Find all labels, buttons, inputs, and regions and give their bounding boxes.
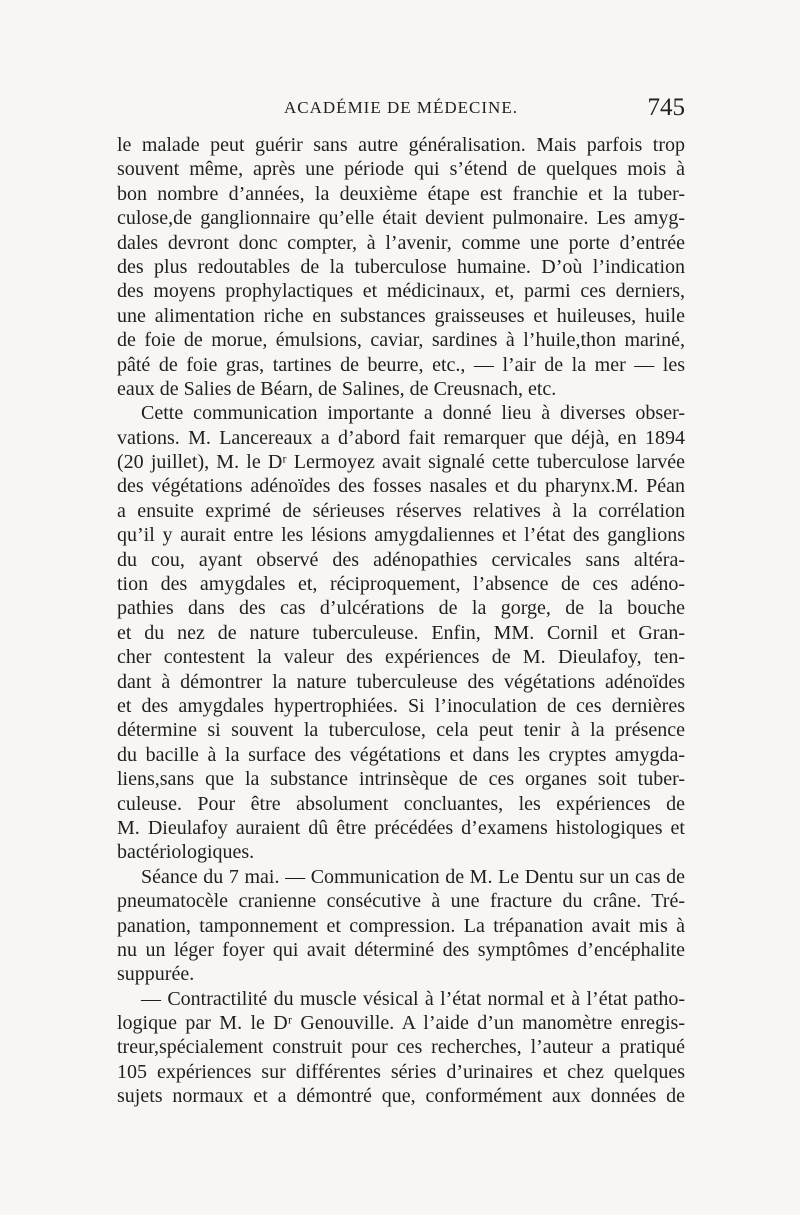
text-line: de foie de morue, émulsions, caviar, sardines à l’huile,thon mariné, (117, 329, 685, 352)
text-line: M. Dieulafoy auraient dû être précédées d’examens histologiques et (117, 816, 685, 839)
page-header (117, 94, 685, 128)
text-line: nu un léger foyer qui avait déterminé des symptômes d’encéphalite (117, 938, 685, 961)
text-line: qu’il y aurait entre les lésions amygdaliennes et l’état des ganglions (117, 524, 685, 547)
text-line: — Contractilité du muscle vésical à l’état normal et à l’état patho- (141, 987, 685, 1010)
text-line: suppurée. (117, 963, 195, 986)
text-line: et du nez de nature tuberculeuse. Enfin, MM. Cornil et Gran- (117, 621, 685, 644)
text-line: pâté de foie gras, tartines de beurre, etc., — l’air de la mer — les (117, 353, 685, 376)
page-number: 745 (647, 94, 685, 121)
text-line: (20 juillet), M. le Dʳ Lermoyez avait signalé cette tuberculose larvée (117, 451, 685, 474)
text-line: tion des amygdales et, réciproquement, l’absence de ces adéno- (117, 573, 685, 596)
text-line: liens,sans que la substance intrinsèque de ces organes soit tuber- (117, 768, 685, 791)
text-line: le malade peut guérir sans autre généralisation. Mais parfois trop (117, 134, 685, 156)
text-line: panation, tamponnement et compression. La trépanation avait mis à (117, 914, 685, 937)
text-line: logique par M. le Dʳ Genouville. A l’aide d’un manomètre enregis- (117, 1012, 685, 1035)
text-line: sujets normaux et a démontré que, conformément aux données de (117, 1085, 685, 1108)
text-line: eaux de Salies de Béarn, de Salines, de Creusnach, etc. (117, 377, 557, 400)
text-line: des plus redoutables de la tuberculose humaine. D’où l’indication (117, 255, 685, 278)
text-line: 105 expériences sur différentes séries d’urinaires et chez quelques (117, 1060, 685, 1083)
text-line: des moyens prophylactiques et médicinaux, et, parmi ces derniers, (117, 280, 685, 303)
text-line: vations. M. Lancereaux a d’abord fait remarquer que déjà, en 1894 (117, 426, 685, 449)
text-line: du cou, ayant observé des adénopathies cervicales sans altéra- (117, 548, 685, 571)
text-line: bactériologiques. (117, 841, 255, 864)
text-line: du bacille à la surface des végétations et dans les cryptes amygda- (117, 743, 685, 766)
text-line: culose,de ganglionnaire qu’elle était devient pulmonaire. Les amyg- (117, 207, 685, 230)
text-line: pathies dans des cas d’ulcérations de la gorge, de la bouche (117, 597, 685, 620)
text-line: détermine si souvent la tuberculose, cela peut tenir à la présence (117, 719, 685, 742)
text-line: Séance du 7 mai. — Communication de M. Le Dentu sur un cas de (141, 865, 685, 888)
text-line: dant à démontrer la nature tuberculeuse des végétations adénoïdes (117, 670, 685, 693)
text-line: et des amygdales hypertrophiées. Si l’inoculation de ces dernières (117, 694, 685, 717)
text-line: treur,spécialement construit pour ces recherches, l’auteur a pratiqué (117, 1036, 685, 1059)
text-line: une alimentation riche en substances graisseuses et huileuses, huile (117, 304, 685, 327)
text-line: bon nombre d’années, la deuxième étape est franchie et la tuber- (117, 182, 685, 205)
text-line: a ensuite exprimé de sérieuses réserves relatives à la corrélation (117, 499, 685, 522)
text-line: des végétations adénoïdes des fosses nasales et du pharynx.M. Péan (117, 475, 685, 498)
text-line: souvent même, après une période qui s’étend de quelques mois à (117, 158, 685, 181)
text-line: cher contestent la valeur des expériences de M. Dieulafoy, ten- (117, 646, 685, 669)
text-line: culeuse. Pour être absolument concluantes, les expériences de (117, 792, 685, 815)
text-line: dales devront donc compter, à l’avenir, comme une porte d’entrée (117, 231, 685, 254)
text-line: pneumatocèle cranienne consécutive à une fracture du crâne. Tré- (117, 890, 685, 913)
body-text (117, 133, 685, 1109)
text-line: Cette communication importante a donné lieu à diverses obser- (141, 402, 685, 425)
running-title: ACADÉMIE DE MÉDECINE. (284, 98, 518, 117)
